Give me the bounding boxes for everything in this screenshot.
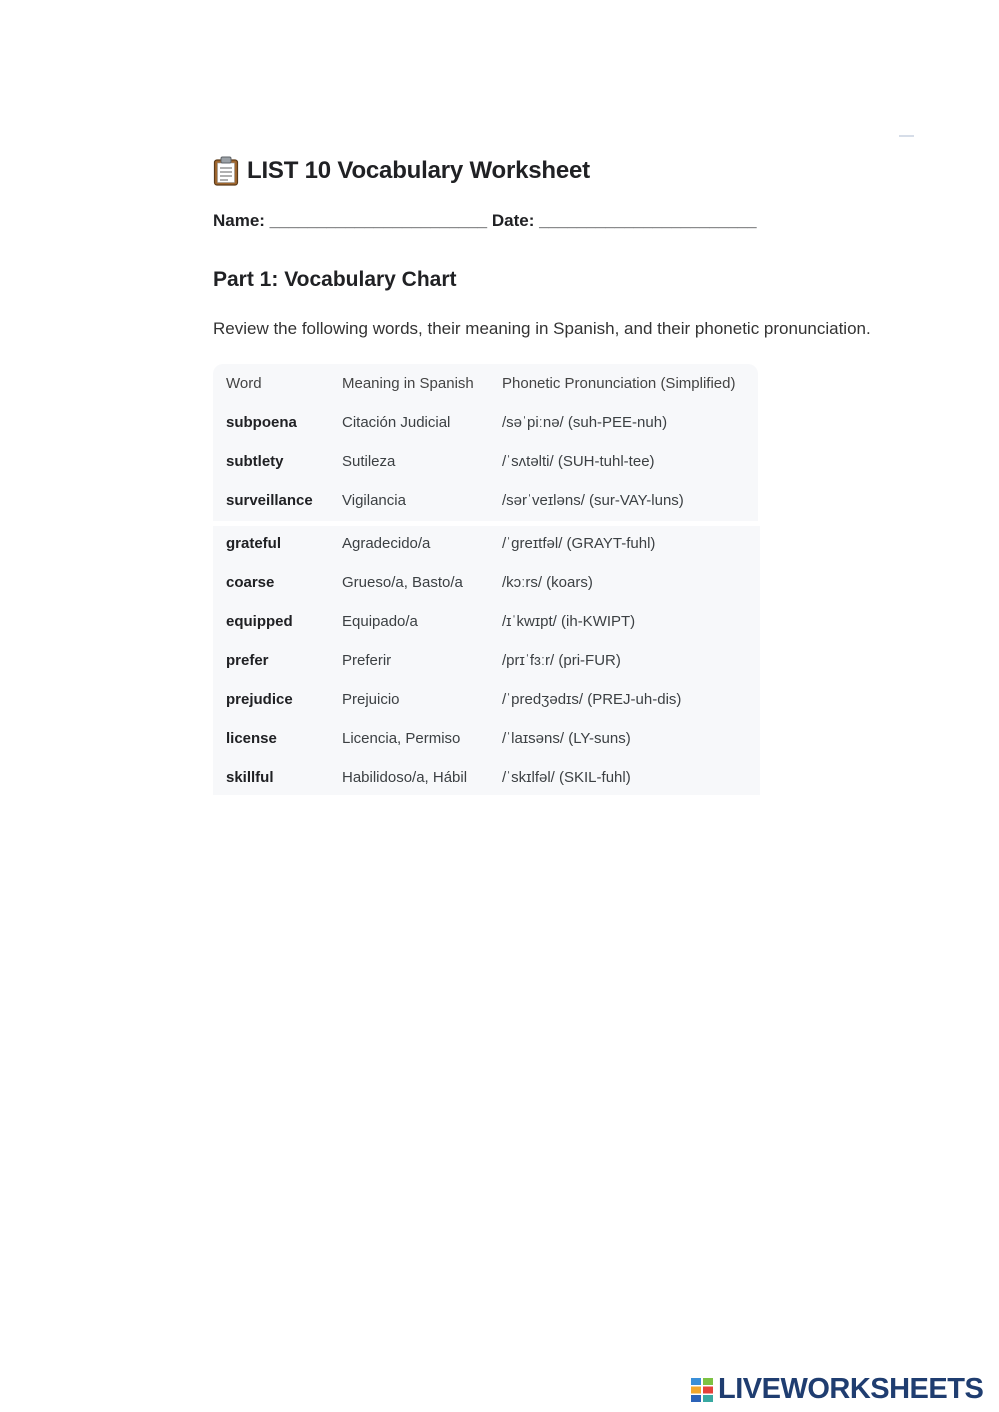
- liveworksheets-logo-icon: [691, 1378, 713, 1402]
- word-cell: surveillance: [226, 492, 313, 509]
- title-row: [213, 156, 590, 186]
- meaning-cell: Prejuicio: [342, 691, 400, 708]
- table-row: [213, 491, 758, 530]
- phonetic-cell: /prɪˈfɜːr/ (pri-FUR): [502, 652, 621, 669]
- table-row: [213, 651, 758, 690]
- phonetic-cell: /ˈlaɪsəns/ (LY-suns): [502, 730, 631, 747]
- liveworksheets-logo[interactable]: [691, 1373, 983, 1406]
- meaning-cell: Sutileza: [342, 453, 396, 470]
- header-word: Word: [226, 375, 262, 392]
- phonetic-cell: /ɪˈkwɪpt/ (ih-KWIPT): [502, 613, 636, 630]
- meaning-cell: Habilidoso/a, Hábil: [342, 769, 468, 786]
- name-date-line: Name: _______________________ Date: _______________________: [213, 211, 757, 230]
- meaning-cell: Grueso/a, Basto/a: [342, 574, 463, 591]
- header-phonetic: Phonetic Pronunciation (Simplified): [502, 375, 736, 392]
- meaning-cell: Licencia, Permiso: [342, 730, 461, 747]
- meaning-cell: Preferir: [342, 652, 392, 669]
- meaning-cell: Equipado/a: [342, 613, 418, 630]
- phonetic-cell: /ˈgreɪtfəl/ (GRAYT-fuhl): [502, 535, 656, 552]
- word-cell: grateful: [226, 535, 282, 552]
- word-cell: skillful: [226, 769, 274, 786]
- table-header-row: [213, 374, 758, 413]
- intro-text: Review the following words, their meaning in Spanish, and their phonetic pronunciation.: [213, 319, 871, 338]
- clipboard-icon: [213, 156, 239, 186]
- word-cell: prefer: [226, 652, 269, 669]
- part-heading: Part 1: Vocabulary Chart: [213, 268, 457, 291]
- worksheet-title: LIST 10 Vocabulary Worksheet: [247, 157, 590, 184]
- table-row: [213, 690, 758, 729]
- meaning-cell: Agradecido/a: [342, 535, 431, 552]
- table-row: [213, 413, 758, 452]
- meaning-cell: Citación Judicial: [342, 414, 451, 431]
- phonetic-cell: /kɔːrs/ (koars): [502, 574, 593, 591]
- header-meaning: Meaning in Spanish: [342, 375, 474, 392]
- table-row: [213, 768, 758, 807]
- meaning-cell: Vigilancia: [342, 492, 406, 509]
- word-cell: prejudice: [226, 691, 293, 708]
- word-cell: subtlety: [226, 453, 284, 470]
- table-row: [213, 729, 758, 768]
- phonetic-cell: /ˈpredʒədɪs/ (PREJ-uh-dis): [502, 691, 682, 708]
- word-cell: coarse: [226, 574, 275, 591]
- word-cell: subpoena: [226, 414, 297, 431]
- phonetic-cell: /sərˈveɪləns/ (sur-VAY-luns): [502, 492, 684, 509]
- phonetic-cell: /ˈsʌtəlti/ (SUH-tuhl-tee): [502, 453, 655, 470]
- logo-text: LIVEWORKSHEETS: [718, 1373, 984, 1405]
- corner-mark: [899, 135, 914, 137]
- table-row: [213, 573, 758, 612]
- phonetic-cell: /səˈpiːnə/ (suh-PEE-nuh): [502, 414, 668, 431]
- table-row: [213, 534, 758, 573]
- word-cell: equipped: [226, 613, 293, 630]
- table-row: [213, 612, 758, 651]
- table-row: [213, 452, 758, 491]
- phonetic-cell: /ˈskɪlfəl/ (SKIL-fuhl): [502, 769, 631, 786]
- word-cell: license: [226, 730, 277, 747]
